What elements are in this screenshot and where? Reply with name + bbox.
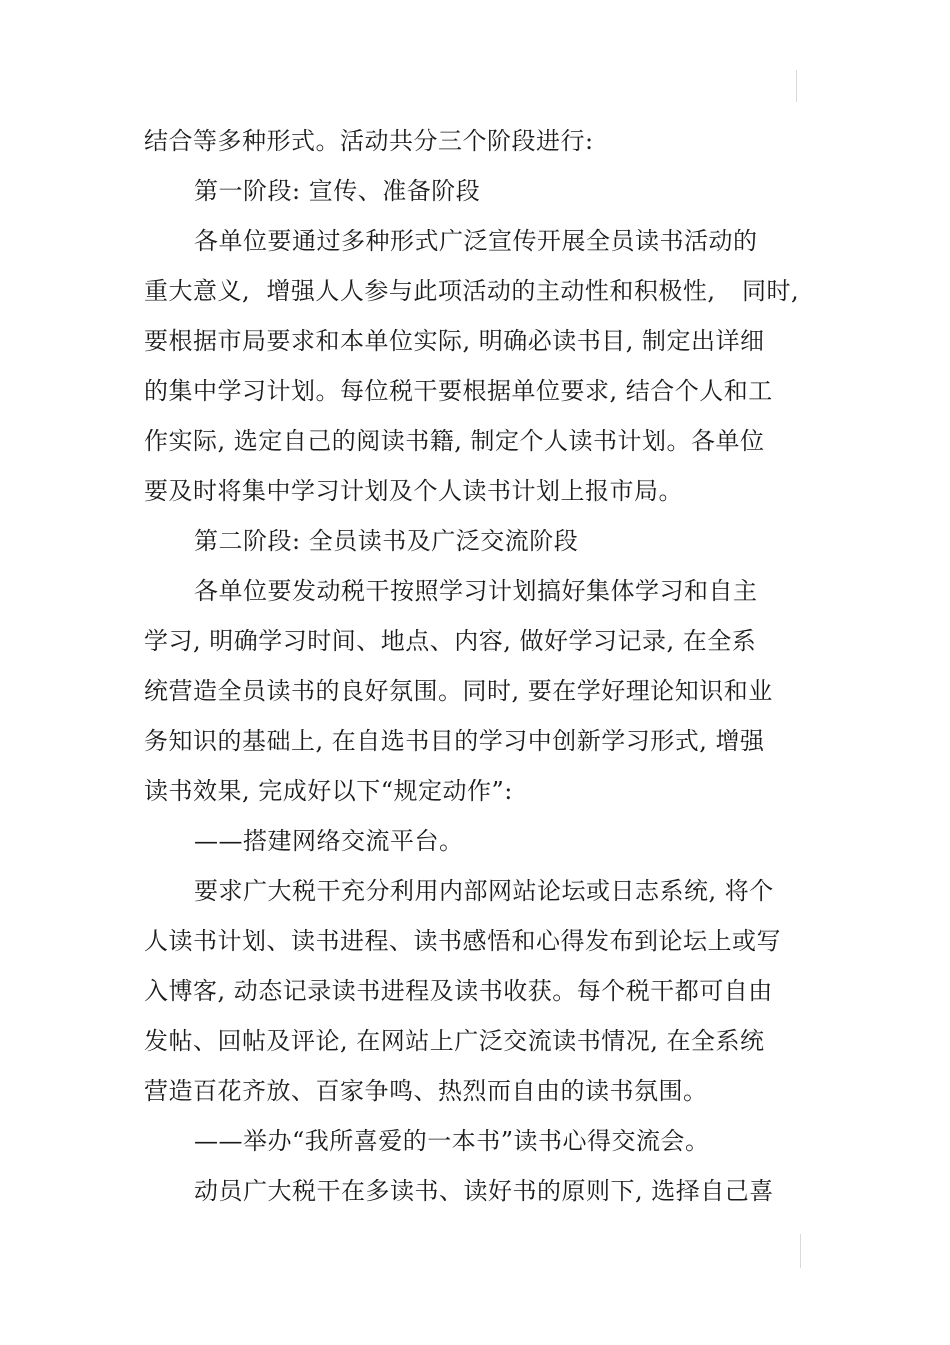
body-line-6: 的集中学习计划。每位税干要根据单位要求, 结合个人和工 [144, 377, 773, 405]
body-line-22: 动员广大税干在多读书、读好书的原则下, 选择自己喜 [194, 1177, 774, 1205]
body-line-13: 务知识的基础上, 在自选书目的学习中创新学习形式, 增强 [144, 727, 765, 755]
body-line-1: 结合等多种形式。活动共分三个阶段进行: [144, 127, 594, 155]
body-line-20: 营造百花齐放、百家争鸣、热烈而自由的读书氛围。 [144, 1077, 708, 1105]
body-line-19: 发帖、回帖及评论, 在网站上广泛交流读书情况, 在全系统 [144, 1027, 765, 1055]
body-line-3: 各单位要通过多种形式广泛宣传开展全员读书活动的 [194, 227, 758, 255]
body-line-4: 重大意义, 增强人人参与此项活动的主动性和积极性, [144, 277, 716, 305]
body-line-10: 各单位要发动税干按照学习计划搞好集体学习和自主 [194, 577, 758, 605]
stage-one-heading: 第一阶段: 宣传、准备阶段 [194, 177, 481, 205]
body-line-8: 要及时将集中学习计划及个人读书计划上报市局。 [144, 477, 683, 505]
body-line-12: 统营造全员读书的良好氛围。同时, 要在学好理论知识和业 [144, 677, 773, 705]
body-line-14: 读书效果, 完成好以下“规定动作”: [144, 777, 513, 805]
action-item-book-exchange: ——举办“我所喜爱的一本书”读书心得交流会。 [194, 1127, 710, 1155]
body-line-4-tail: 同时, [742, 277, 800, 305]
body-line-7: 作实际, 选定自己的阅读书籍, 制定个人读书计划。各单位 [144, 427, 765, 455]
body-line-16: 要求广大税干充分利用内部网站论坛或日志系统, 将个 [194, 877, 774, 905]
body-line-5: 要根据市局要求和本单位实际, 明确必读书目, 制定出详细 [144, 327, 765, 355]
body-line-11: 学习, 明确学习时间、地点、内容, 做好学习记录, 在全系 [144, 627, 757, 655]
stage-two-heading: 第二阶段: 全员读书及广泛交流阶段 [194, 527, 579, 555]
action-item-network-platform: ——搭建网络交流平台。 [194, 827, 464, 855]
body-line-18: 入博客, 动态记录读书进程及读书收获。每个税干都可自由 [144, 977, 773, 1005]
body-line-17: 人读书计划、读书进程、读书感悟和心得发布到论坛上或写 [144, 927, 781, 955]
page-margin-mark-top [796, 70, 797, 102]
page-margin-mark-bottom [800, 1234, 801, 1268]
